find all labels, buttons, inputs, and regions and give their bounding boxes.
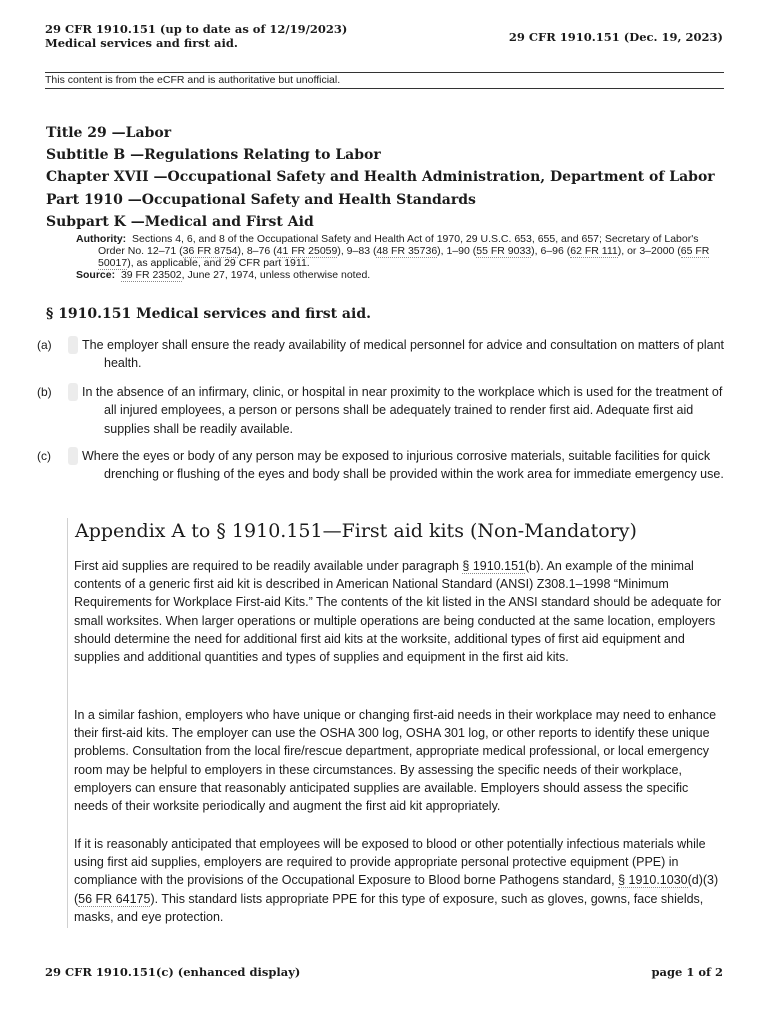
- regulation-hierarchy: [46, 122, 715, 233]
- authority-text: ), 6–96 (: [531, 245, 571, 257]
- authority-row: [46, 233, 726, 269]
- fr-link[interactable]: 39 FR 23502: [120, 269, 182, 281]
- document-header: [45, 22, 347, 50]
- paragraph-label: (b): [68, 383, 78, 401]
- authority-text: ), 8–76 (: [237, 245, 277, 257]
- appendix-paragraph-3: [74, 835, 724, 926]
- authority-text: ), 9–83 (: [337, 245, 377, 257]
- authority-text: ), as applicable, and 29 CFR part 1911.: [127, 257, 310, 269]
- appendix-paragraph-1: [74, 557, 724, 666]
- paragraph-text: The employer shall ensure the ready availability of medical personnel for advice and consultation on matters of plant health.: [82, 338, 725, 371]
- fr-link[interactable]: 41 FR 25059: [276, 245, 338, 257]
- fr-link[interactable]: 36 FR 8754: [182, 245, 238, 257]
- hierarchy-chapter: Chapter XVII —Occupational Safety and Health Administration, Department of Labor: [46, 169, 715, 186]
- paragraph-c: [37, 447, 728, 484]
- appendix-text: (d)(3) (: [74, 873, 719, 906]
- document-id: 29 CFR 1910.151 (up to date as of 12/19/2023): [45, 22, 348, 36]
- appendix-text: First aid supplies are required to be readily available under paragraph: [74, 559, 463, 573]
- section-title: § 1910.151 Medical services and first aid.: [46, 306, 371, 322]
- footer-citation: 29 CFR 1910.151(c) (enhanced display): [45, 965, 301, 979]
- fr-link[interactable]: 65 FR 50017: [98, 245, 710, 269]
- header-rule-top: [45, 72, 724, 73]
- appendix-title: Appendix A to § 1910.151—First aid kits (Non-Mandatory): [75, 520, 637, 542]
- paragraph-text: In the absence of an infirmary, clinic, or hospital in near proximity to the workplace which is used for the treatment of all injured employees, a person or persons shall be adequately trained to render first aid. Adequate first aid supplies shall be readily available.: [82, 385, 723, 436]
- fr-link[interactable]: 55 FR 9033: [476, 245, 532, 257]
- paragraph-label: (a): [68, 336, 78, 354]
- authoritative-notice: This content is from the eCFR and is authoritative but unofficial.: [45, 74, 341, 86]
- paragraph-text: Where the eyes or body of any person may be exposed to injurious corrosive materials, suitable facilities for quick drenching or flushing of the eyes and body shall be provided within the work area for immediate emergency use.: [82, 449, 724, 482]
- header-rule-bottom: [45, 88, 724, 89]
- authority-text: ), or 3–2000 (: [617, 245, 681, 257]
- hierarchy-title: Title 29 —Labor: [46, 125, 172, 141]
- authority-source-block: [46, 233, 726, 281]
- hierarchy-part: Part 1910 —Occupational Safety and Health Standards: [46, 191, 476, 208]
- authority-text: ), 1–90 (: [437, 245, 477, 257]
- paragraph-a: [37, 336, 728, 373]
- appendix-paragraph-2: In a similar fashion, employers who have unique or changing first-aid needs in their workplace may need to enhance their first-aid kits. The employer can use the OSHA 300 log, OSHA 301 log, or other reports to identify these unique problems. Consultation from the local fire/rescue department, appropriate medical professional, or local emergency room may be helpful to employers in these circumstances. By assessing the specific needs of their workplace, employers can ensure that reasonably anticipated supplies are available. Employers should assess the specific needs of their worksite periodically and augment the first aid kit appropriately.: [74, 708, 717, 814]
- appendix-text: If it is reasonably anticipated that employees will be exposed to blood or other potentially infectious materials while using first aid supplies, employers are required to provide appropriate personal protective equipment (PPE) in compliance with the provisions of the Occupational Exposure to Blood borne Pathogens standard,: [74, 837, 706, 888]
- document-date: 29 CFR 1910.151 (Dec. 19, 2023): [508, 30, 723, 44]
- fr-link[interactable]: 62 FR 111: [570, 245, 618, 257]
- source-text: , June 27, 1974, unless otherwise noted.: [181, 269, 371, 281]
- hierarchy-subtitle: Subtitle B —Regulations Relating to Labor: [46, 147, 381, 164]
- section-link[interactable]: § 1910.1030: [618, 873, 688, 888]
- appendix-text: (b). An example of the minimal contents of a generic first aid kit is described in American National Standard (ANSI) Z308.1–1998 “Minimum Requirements for Workplace First-aid Kits.” The contents of the kit listed in the ANSI standard should be adequate for small worksites. When larger operations or multiple operations are being conducted at the same location, employers should determine the need for additional first aid kits at the worksite, additional types of first aid equipment and supplies and additional quantities and types of supplies and equipment in the first aid kits.: [74, 559, 722, 665]
- source-row: [46, 269, 726, 281]
- source-label: Source:: [76, 269, 116, 281]
- authority-text: Sections 4, 6, and 8 of the Occupational Safety and Health Act of 1970, 29 U.S.C. 653, 655, and 657; Secretary of Labor's Order No. 12–71 (: [98, 233, 699, 257]
- paragraph-label: (c): [68, 447, 78, 465]
- document-subtitle: Medical services and first aid.: [45, 36, 238, 50]
- fr-link[interactable]: 48 FR 35736: [376, 245, 438, 257]
- appendix-a: [67, 518, 728, 928]
- fr-link[interactable]: 56 FR 64175: [78, 891, 151, 906]
- appendix-text: ). This standard lists appropriate PPE for this type of exposure, such as gloves, gowns, face shields, masks, and eye protection.: [74, 891, 704, 924]
- authority-label: Authority:: [76, 233, 127, 245]
- paragraph-b: [37, 383, 728, 438]
- section-link[interactable]: § 1910.151: [462, 559, 525, 573]
- hierarchy-subpart: Subpart K —Medical and First Aid: [46, 213, 314, 230]
- page-number: page 1 of 2: [651, 965, 723, 979]
